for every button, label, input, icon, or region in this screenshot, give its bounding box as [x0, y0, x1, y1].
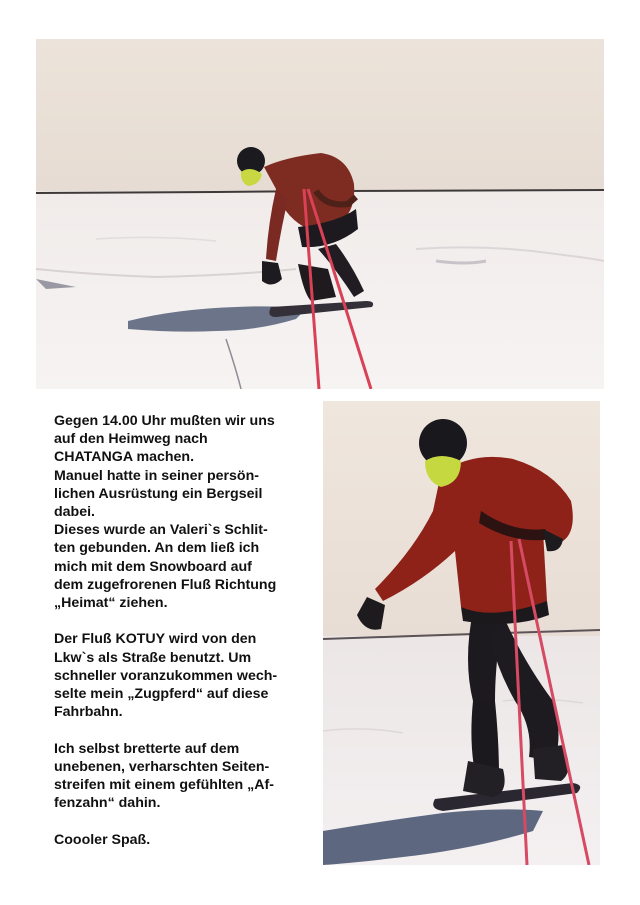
story-line: Gegen 14.00 Uhr mußten wir uns	[54, 413, 275, 429]
story-line: lichen Ausrüstung ein Bergseil	[54, 485, 263, 502]
story-line: „Heimat“ ziehen.	[54, 595, 168, 612]
story-text	[54, 412, 304, 867]
story-line: Fahrbahn.	[54, 704, 123, 721]
story-line: mich mit dem Snowboard auf	[54, 558, 252, 575]
story-paragraph-1	[54, 412, 304, 612]
story-line: Lkw`s als Straße benutzt. Um	[54, 649, 252, 666]
story-line: Coooler Spaß.	[54, 831, 151, 848]
story-paragraph-3	[54, 740, 304, 813]
story-line: dabei.	[54, 504, 95, 521]
story-line: ten gebunden. An dem ließ ich	[54, 540, 260, 557]
story-line: selte mein „Zugpferd“ auf diese	[54, 686, 269, 703]
story-line: Der Fluß KOTUY wird von den	[54, 631, 257, 648]
story-line: dem zugefrorenen Fluß Richtung	[54, 576, 277, 593]
story-line: CHATANGA machen.	[54, 449, 195, 466]
story-line: unebenen, verharschten Seiten-	[54, 758, 270, 775]
story-paragraph-2	[54, 630, 304, 721]
story-line: streifen mit einem gefühlten „Af-	[54, 777, 274, 794]
story-line: schneller voranzukommen wech-	[54, 667, 278, 684]
snowboard-photo-wide	[36, 39, 604, 389]
story-line: Dieses wurde an Valeri`s Schlit-	[54, 522, 268, 539]
story-line: Ich selbst bretterte auf dem	[54, 740, 240, 757]
story-line: fenzahn“ dahin.	[54, 795, 161, 812]
snowboard-photo-closeup	[323, 401, 600, 865]
story-paragraph-4	[54, 831, 304, 849]
top-photo	[36, 39, 604, 389]
story-line: Manuel hatte in seiner persön-	[54, 467, 259, 484]
right-photo	[323, 401, 600, 865]
story-line: auf den Heimweg nach	[54, 431, 208, 448]
